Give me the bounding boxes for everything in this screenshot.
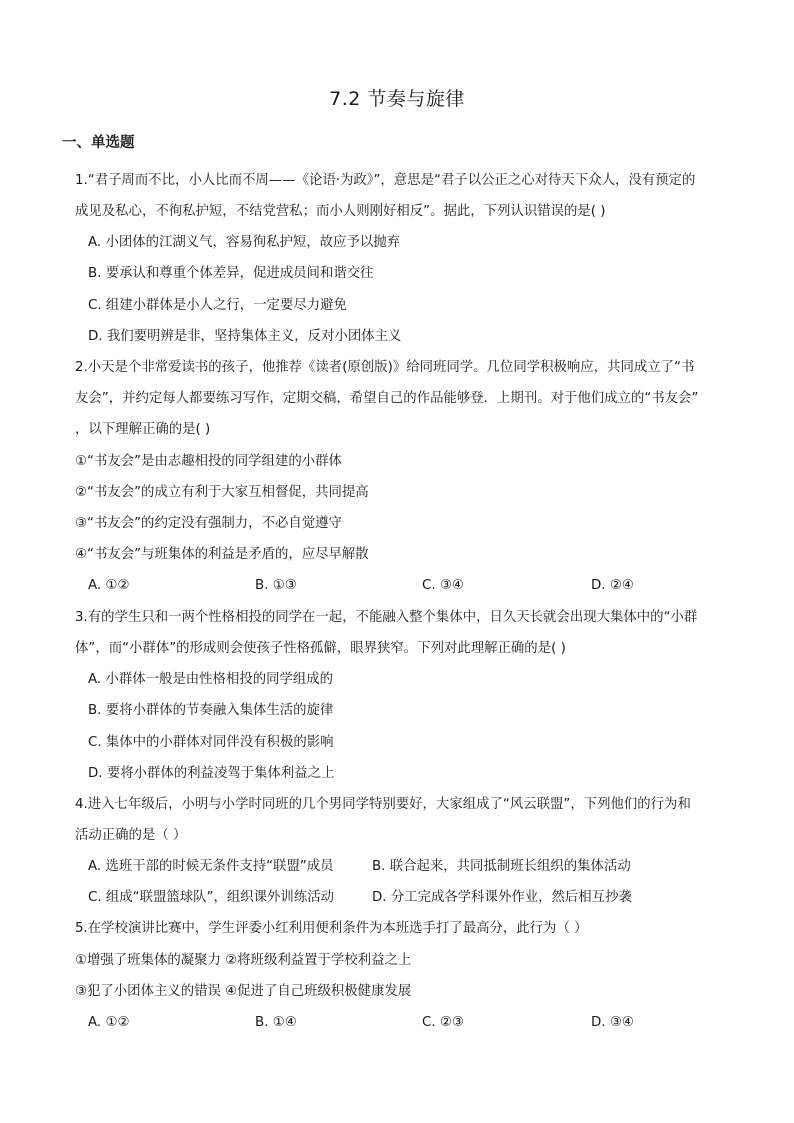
- question-2-option-d: D. ②④: [591, 578, 634, 593]
- question-4-option-d: D. 分工完成各学科课外作业，然后相互抄袭: [372, 890, 632, 905]
- question-1-option-c: C. 组建小群体是小人之行，一定要尽力避免: [88, 298, 347, 313]
- question-1-line-2: 成见及私心，不徇私护短，不结党营私；而小人则刚好相反”。据此，下列认识错误的是( ): [75, 204, 606, 219]
- question-5-option-d: D. ③④: [591, 1015, 634, 1030]
- question-5-option-a: A. ①②: [88, 1015, 130, 1030]
- question-2-statement-4: ④“书友会”与班集体的利益是矛盾的，应尽早解散: [75, 547, 369, 562]
- question-2-statement-1: ①“书友会”是由志趣相投的同学组建的小群体: [75, 454, 342, 469]
- question-3-option-a: A. 小群体一般是由性格相投的同学组成的: [88, 672, 334, 687]
- question-2-line-2: 友会”，并约定每人都要练习写作，定期交稿，希望自己的作品能够登．上期刊。对于他们成立的“书友会”: [75, 391, 699, 406]
- question-4-option-a: A. 选班干部的时候无条件支持“联盟”成员: [88, 859, 334, 874]
- question-2-option-c: C. ③④: [422, 578, 464, 593]
- question-5-option-c: C. ②③: [422, 1015, 464, 1030]
- question-3-option-c: C. 集体中的小群体对同伴没有积极的影响: [88, 735, 334, 750]
- question-1-line-1: 1.“君子周而不比，小人比而不周——《论语·为政》”，意思是“君子以公正之心对待天下众人，没有预定的: [75, 173, 696, 188]
- question-3-option-d: D. 要将小群体的利益凌驾于集体利益之上: [88, 766, 335, 781]
- document-title: 7.2 节奏与旋律: [329, 88, 465, 110]
- question-2-line-1: 2.小天是个非常爱读书的孩子，他推荐《读者(原创版)》给同班同学。几位同学积极响应，共同成立了“书: [75, 360, 695, 375]
- question-4-line-1: 4.进入七年级后，小明与小学时同班的几个男同学特别要好，大家组成了“风云联盟”，下列他们的行为和: [75, 797, 691, 812]
- question-5-line-1: 5.在学校演讲比赛中，学生评委小红利用便利条件为本班选手打了最高分，此行为（ ）: [75, 921, 588, 936]
- question-5-statement-1: ①增强了班集体的凝聚力 ②将班级利益置于学校利益之上: [75, 953, 412, 968]
- question-5-option-b: B. ①④: [255, 1015, 297, 1030]
- question-2-option-b: B. ①③: [255, 578, 297, 593]
- question-4-option-c: C. 组成“联盟篮球队”，组织课外训练活动: [88, 890, 334, 905]
- question-2-line-3: ，以下理解正确的是( ): [75, 422, 211, 437]
- question-2-option-a: A. ①②: [88, 578, 130, 593]
- question-2-statement-3: ③“书友会”的约定没有强制力，不必自觉遵守: [75, 516, 342, 531]
- question-1-option-d: D. 我们要明辨是非，坚持集体主义，反对小团体主义: [88, 329, 402, 344]
- question-3-line-1: 3.有的学生只和一两个性格相投的同学在一起，不能融入整个集体中，日久天长就会出现大集体中的“小群: [75, 610, 698, 625]
- question-3-option-b: B. 要将小群体的节奏融入集体生活的旋律: [88, 703, 334, 718]
- question-3-line-2: 体”，而“小群体”的形成则会使孩子性格孤僻，眼界狭窄。下列对此理解正确的是( ): [75, 641, 566, 656]
- question-5-statement-2: ③犯了小团体主义的错误 ④促进了自己班级积极健康发展: [75, 984, 412, 999]
- question-4-line-2: 活动正确的是（ ）: [75, 828, 187, 843]
- section-heading: 一、单选题: [62, 135, 135, 151]
- question-1-option-a: A. 小团体的江湖义气，容易徇私护短，故应予以抛弃: [88, 235, 401, 250]
- question-4-option-b: B. 联合起来，共同抵制班长组织的集体活动: [372, 859, 631, 874]
- question-2-statement-2: ②“书友会”的成立有利于大家互相督促，共同提高: [75, 485, 369, 500]
- question-1-option-b: B. 要承认和尊重个体差异，促进成员间和谐交往: [88, 266, 374, 281]
